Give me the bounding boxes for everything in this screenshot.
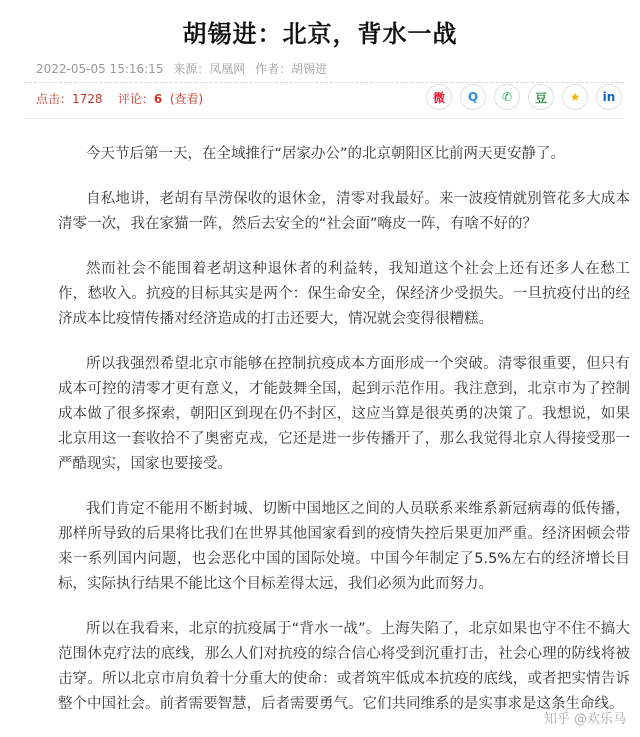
article-meta — [36, 60, 333, 77]
douban-icon[interactable]: 豆 — [528, 84, 554, 110]
article-paragraph: 我们肯定不能用不断封城、切断中国地区之间的人员联系来维系新冠病毒的低传播，那样所导致的后果将比我们在世界其他国家看到的疫情失控后果更加严重。经济困顿会带来一系列国内问题，也会恶化中国的国际处境。中国今年制定了5.5%左右的经济增长目标，实际执行结果不能比这个目标差得太远，我们必须为此而努力。 — [58, 501, 630, 592]
weibo-icon[interactable]: 微 — [426, 84, 452, 110]
comments-count: 6 — [153, 92, 163, 106]
watermark: 知乎 @欢乐马 — [543, 712, 626, 727]
article-author: 作者：胡锡进 — [255, 62, 328, 76]
article-paragraph: 今天节后第一天，在全域推行“居家办公”的北京朝阳区比前两天更安静了。 — [86, 146, 566, 162]
view-comments-link[interactable]: (查看) — [169, 92, 204, 106]
linkedin-icon[interactable]: in — [596, 84, 622, 110]
wechat-icon[interactable]: ✆ — [494, 84, 520, 110]
publish-date: 2022-05-05 15:16:15 — [36, 62, 164, 76]
article-title: 胡锡进：北京，背水一战 — [182, 20, 458, 48]
clicks-label: 点击： — [36, 92, 73, 106]
clicks-count: 1728 — [72, 92, 103, 106]
article-paragraph: 然而社会不能围着老胡这种退休者的利益转，我知道这个社会上还有还多人在愁工作，愁收入。抗疫的目标其实是两个：保生命安全，保经济少受损失。一旦抗疫付出的经济成本比疫情传播对经济造成的打击还要大，情况就会变得很糟糕。 — [58, 261, 630, 327]
article-stats — [36, 90, 203, 107]
article-source: 来源：凤凰网 — [173, 62, 246, 76]
favorite-star-icon[interactable]: ★ — [562, 84, 588, 110]
qzone-icon[interactable]: Q — [460, 84, 486, 110]
meta-divider — [24, 82, 624, 83]
article-paragraph: 所以我强烈希望北京市能够在控制抗疫成本方面形成一个突破。清零很重要，但只有成本可控的清零才更有意义，才能鼓舞全国，起到示范作用。我注意到，北京市为了控制成本做了很多探索，朝阳区到现在仍不封区，这应当算是很英勇的决策了。我想说，如果北京用这一套收拾不了奥密克戎，它还是进一步传播开了，那么我觉得北京人得接受那一严酷现实，国家也要接受。 — [58, 356, 630, 472]
article-paragraph: 所以在我看来，北京的抗疫属于“背水一战”。上海失陷了，北京如果也守不住不搞大范围休克疗法的底线，那么人们对抗疫的综合信心将受到沉重打击，社会心理的防线将被击穿。所以北京市肩负着十分重大的使命：或者筑牢低成本抗疫的底线，或者把实情告诉整个中国社会。前者需要智慧，后者需要勇气。它们共同维系的是实事求是这条生命线。 — [58, 621, 630, 712]
article-paragraph: 自私地讲，老胡有旱涝保收的退休金，清零对我最好。来一波疫情就别管花多大成本清零一次，我在家猫一阵，然后去安全的“社会面”嗨皮一阵，有啥不好的？ — [58, 191, 630, 232]
article-body — [58, 142, 630, 737]
comments-label: 评论： — [117, 92, 154, 106]
share-bar — [426, 84, 622, 110]
header-divider — [24, 118, 624, 119]
